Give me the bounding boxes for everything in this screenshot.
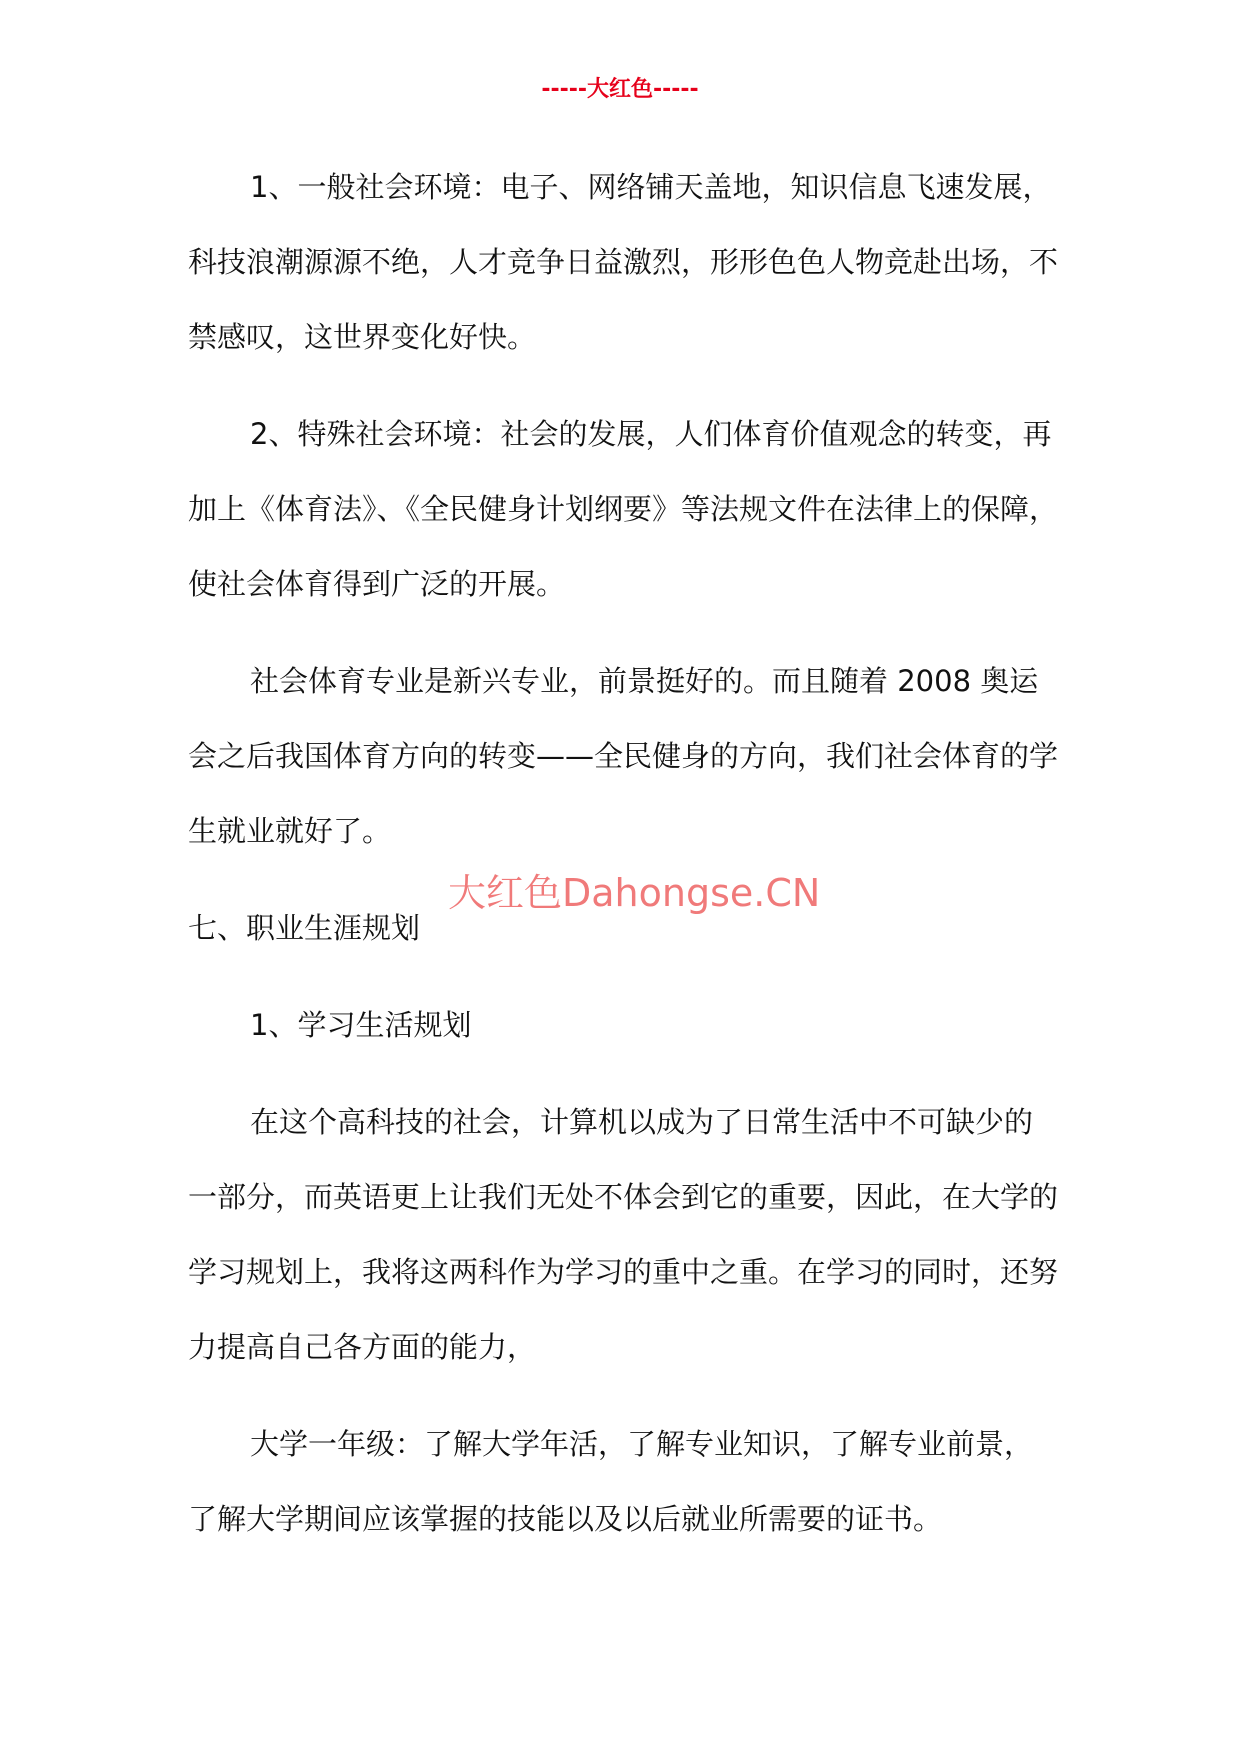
paragraph-study-planning: 在这个高科技的社会，计算机以成为了日常生活中不可缺少的一部分，而英语更上让我们无处不体会到它的重要，因此，在大学的学习规划上，我将这两科作为学习的重中之重。在学习的同时，还努力提高自己各方面的能力，	[188, 1105, 1059, 1364]
watermark: 大红色Dahongse.CN	[448, 871, 821, 915]
subheading-study-planning: 1、学习生活规划	[250, 1008, 472, 1042]
paragraph-general-environment: 1、一般社会环境：电子、网络铺天盖地，知识信息飞速发展，科技浪潮源源不绝，人才竞争日益激烈，形形色色人物竞赴出场，不禁感叹，这世界变化好快。	[188, 170, 1059, 354]
section-heading-career-planning: 七、职业生涯规划	[188, 911, 421, 945]
paragraph-major-prospects: 社会体育专业是新兴专业，前景挺好的。而且随着 2008 奥运会之后我国体育方向的转变——全民健身的方向，我们社会体育的学生就业就好了。	[188, 664, 1059, 848]
page-header: -----大红色-----	[541, 77, 699, 102]
paragraph-special-environment: 2、特殊社会环境：社会的发展，人们体育价值观念的转变，再加上《体育法》、《全民健身计划纲要》等法规文件在法律上的保障，使社会体育得到广泛的开展。	[188, 417, 1059, 601]
paragraph-first-year: 大学一年级：了解大学年活，了解专业知识，了解专业前景，了解大学期间应该掌握的技能以及以后就业所需要的证书。	[188, 1427, 1034, 1536]
